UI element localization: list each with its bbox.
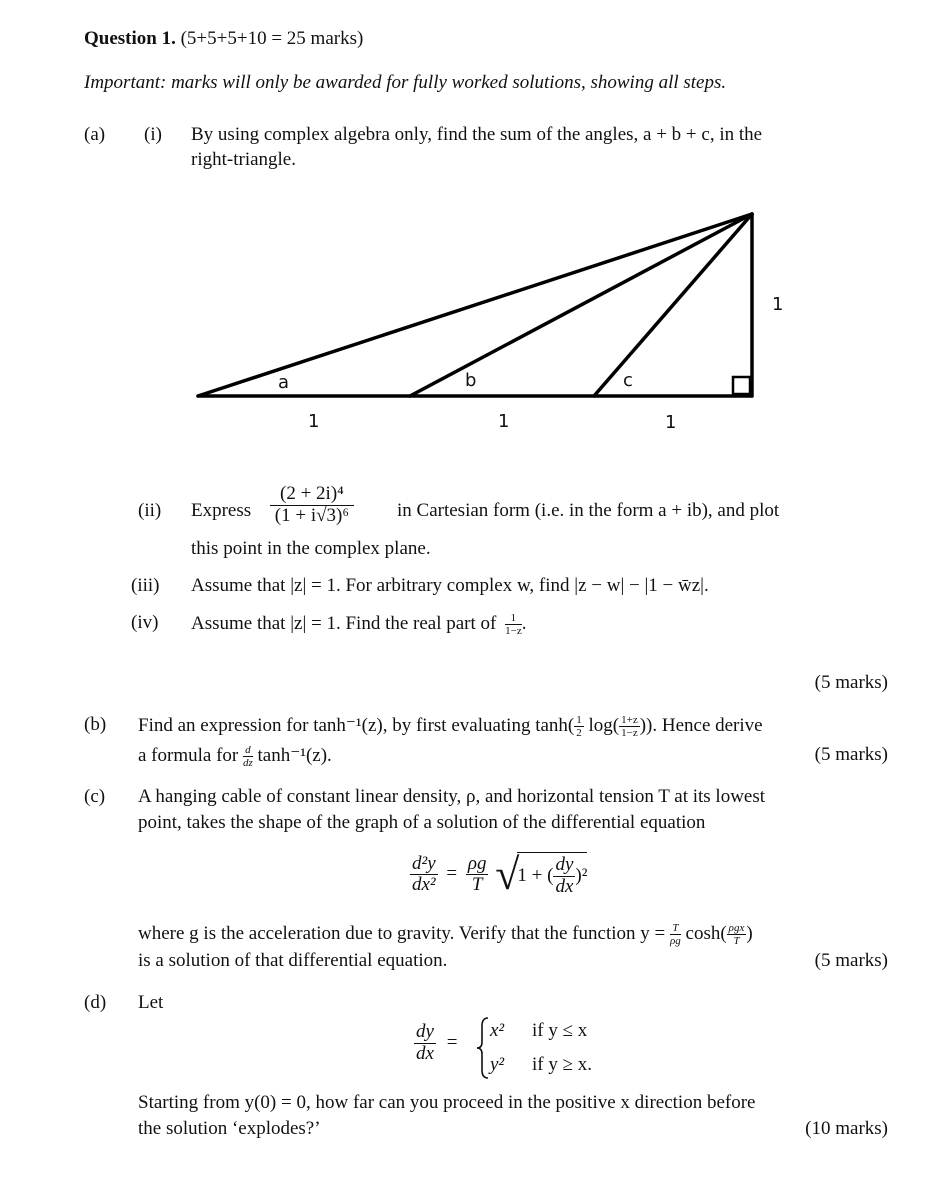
base-3-label: 1 xyxy=(665,412,677,433)
part-c-fn-arg-num: ρgx xyxy=(728,922,745,934)
right-angle-marker xyxy=(733,377,750,394)
part-a-marks: (5 marks) xyxy=(814,672,888,693)
triangle-hypotenuse xyxy=(198,214,752,396)
part-b-log-text: log( xyxy=(588,715,620,736)
part-a-iii-label: (iii) xyxy=(131,575,160,596)
part-b-line2-start: a formula for xyxy=(138,745,239,766)
part-c-line4: is a solution of that differential equation. xyxy=(138,950,448,971)
part-d-case1-cond: if y ≤ x xyxy=(532,1020,588,1041)
part-d-case1-val: x² xyxy=(490,1020,505,1041)
part-d-lhs xyxy=(414,1022,457,1065)
important-note: Important: marks will only be awarded for fully worked solutions, showing all steps. xyxy=(84,72,727,93)
triangle-line-c xyxy=(594,214,752,396)
part-b-line1-start: Find an expression for tanh⁻¹(z), by first evaluating tanh( xyxy=(138,715,575,736)
part-b-d-num: d xyxy=(243,744,253,757)
part-a-ii-denominator: (1 + i√3)⁶ xyxy=(274,504,349,526)
part-a-ii-line2: this point in the complex plane. xyxy=(191,538,431,559)
part-c-eq-sqrt-num: dy xyxy=(555,854,574,875)
part-c-fn-num: T xyxy=(670,922,681,935)
part-c-line1: A hanging cable of constant linear density, ρ, and horizontal tension T at its lowest xyxy=(138,786,766,807)
part-a-iv-text-wrap xyxy=(191,612,526,637)
question-label: Question 1. xyxy=(84,28,176,49)
part-b-half-den: 2 xyxy=(576,727,582,740)
part-c-fn-den: ρg xyxy=(669,935,681,948)
part-c-line3-start: where g is the acceleration due to gravity. Verify that the function y = xyxy=(138,922,666,944)
part-a-ii-fraction xyxy=(270,484,354,527)
part-b-label: (b) xyxy=(84,714,107,735)
part-c-label: (c) xyxy=(84,786,106,807)
part-b-line1-end: )). Hence derive xyxy=(639,715,763,736)
angle-a-label: a xyxy=(278,372,290,393)
part-a-ii-rest: in Cartesian form (i.e. in the form a + ib), and plot xyxy=(397,500,780,521)
part-b-line2-end: tanh⁻¹(z). xyxy=(257,745,332,766)
part-d-marks: (10 marks) xyxy=(805,1118,888,1139)
part-a-iv-frac-num: 1 xyxy=(505,612,522,625)
part-c-eq-lhs-num: d²y xyxy=(412,852,436,874)
part-b-half-num: 1 xyxy=(576,714,582,727)
question-heading xyxy=(84,28,363,50)
part-c-line2: point, takes the shape of the graph of a solution of the differential equation xyxy=(138,812,706,833)
part-a-iv-frac-den: 1−z xyxy=(505,625,522,638)
triangle-line-b xyxy=(410,214,752,396)
part-a-i-line1: By using complex algebra only, find the sum of the angles, a + b + c, in the xyxy=(191,124,763,145)
part-a-iii-text: Assume that |z| = 1. For arbitrary complex w, find |z − w| − |1 − w̄z|. xyxy=(191,575,709,596)
part-c-fn-arg-den: T xyxy=(733,935,740,948)
angle-b-label: b xyxy=(465,370,477,391)
part-c-equation xyxy=(410,849,588,899)
part-d-case2-val: y² xyxy=(490,1054,505,1075)
base-1-label: 1 xyxy=(308,411,320,432)
part-d-case2-cond: if y ≥ x. xyxy=(532,1054,593,1075)
angle-c-label: c xyxy=(623,370,633,391)
side-right-label: 1 xyxy=(772,294,784,315)
part-c-eq-rhs-den: T xyxy=(471,874,483,896)
part-a-label: (a) xyxy=(84,124,106,145)
part-c-eq-sign: = xyxy=(446,863,458,885)
part-b-marks: (5 marks) xyxy=(814,744,888,765)
part-d-lhs-num: dy xyxy=(416,1021,434,1042)
part-a-ii-label: (ii) xyxy=(138,500,162,521)
part-a-iv-text: Assume that |z| = 1. Find the real part of xyxy=(191,612,497,634)
part-a-iv-end: . xyxy=(521,612,527,634)
part-d-lhs-den: dx xyxy=(416,1042,434,1064)
sqrt-body xyxy=(517,852,587,898)
part-c-line3 xyxy=(138,922,753,947)
part-b-d-den: dz xyxy=(242,757,253,770)
part-a-i-label: (i) xyxy=(144,124,162,145)
part-c-eq-sqrt-one: 1 + ( xyxy=(517,864,554,886)
part-b-frac-num: 1+z xyxy=(621,714,638,727)
part-d-let: Let xyxy=(138,992,164,1013)
part-b-line1 xyxy=(138,714,763,739)
part-c-marks: (5 marks) xyxy=(814,950,888,971)
part-c-eq-rhs-num: ρg xyxy=(467,852,487,874)
part-c-fn-cosh: cosh( xyxy=(685,922,727,944)
part-a-ii-word: Express xyxy=(191,500,252,521)
part-c-fn-end: ) xyxy=(746,922,753,944)
part-d-line2: the solution ‘explodes?’ xyxy=(138,1118,321,1139)
part-c-eq-sqrt-end: )² xyxy=(575,864,588,886)
part-b-frac-den: 1−z xyxy=(621,727,638,740)
part-a-i-line2: right-triangle. xyxy=(191,149,296,170)
part-c-eq-lhs-den: dx² xyxy=(412,874,436,896)
part-a-ii-numerator: (2 + 2i)⁴ xyxy=(270,484,354,506)
part-d-line1: Starting from y(0) = 0, how far can you proceed in the positive x direction before xyxy=(138,1092,756,1113)
base-2-label: 1 xyxy=(498,411,510,432)
sqrt-sign-icon: √ xyxy=(495,849,520,899)
marks-breakdown: (5+5+5+10 = 25 marks) xyxy=(180,28,364,49)
part-d-eq-sign: = xyxy=(446,1031,458,1053)
part-d-label: (d) xyxy=(84,992,107,1013)
part-a-iv-label: (iv) xyxy=(131,612,159,633)
part-c-eq-sqrt-den: dx xyxy=(555,875,574,897)
part-b-line2 xyxy=(138,744,332,769)
